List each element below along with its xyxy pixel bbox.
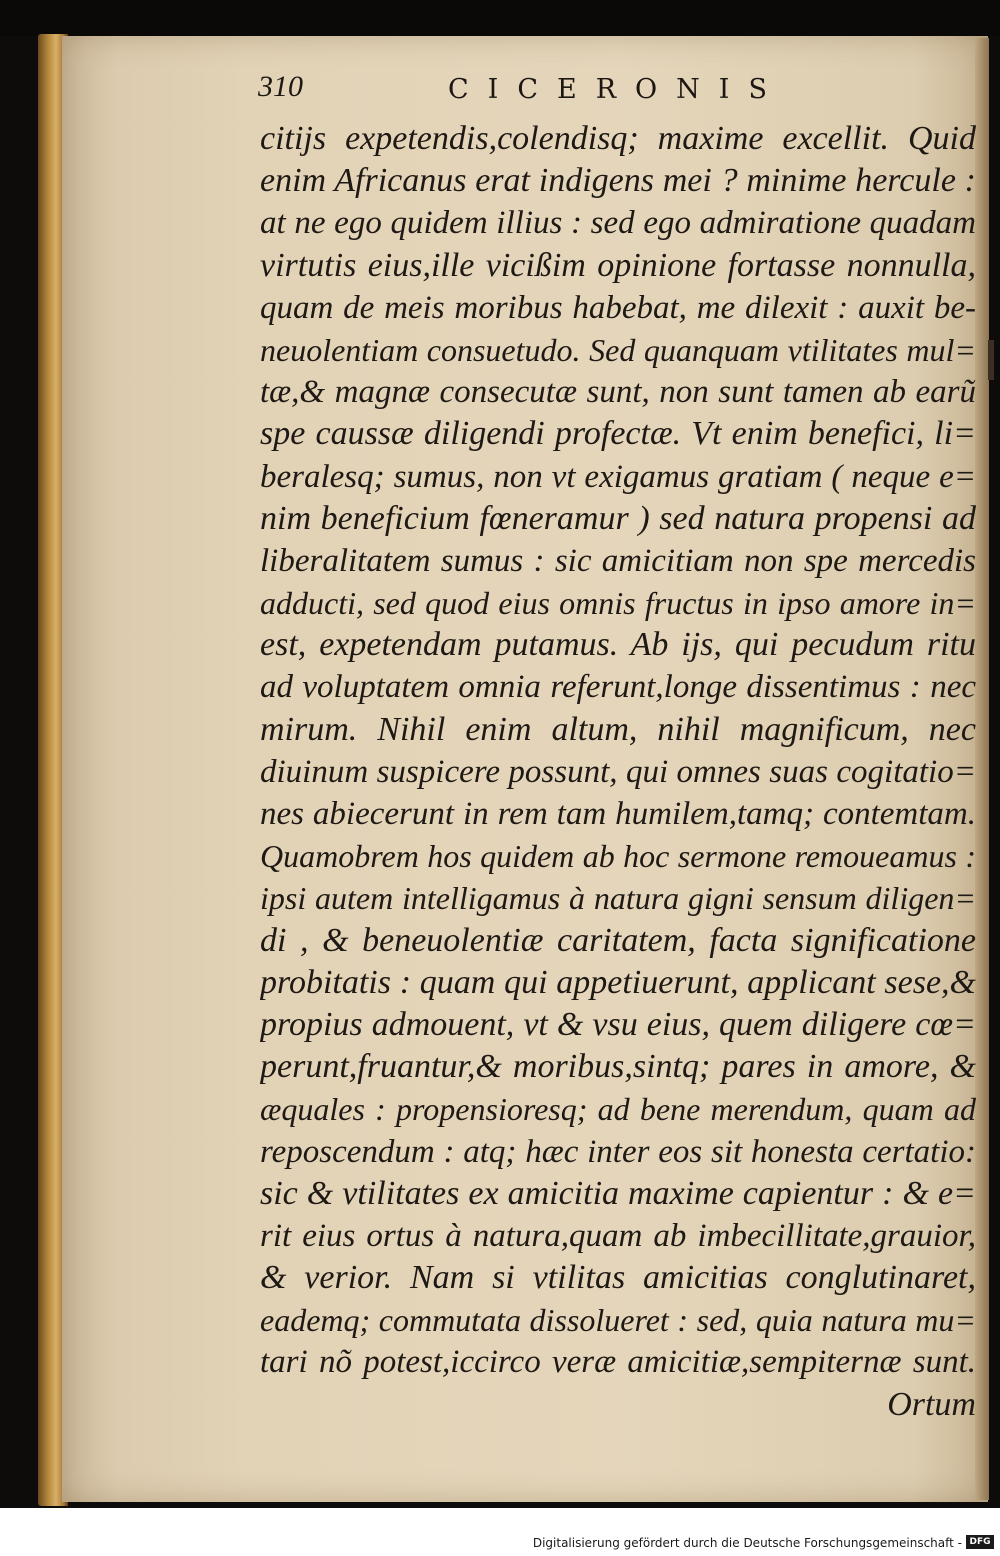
text-line: tæ,& magnæ consecutæ sunt, non sunt tamen ab earũ	[260, 374, 976, 411]
text-line: Quamobrem hos quidem ab hoc sermone remoueamus :	[260, 838, 976, 875]
text-line: liberalitatem sumus : sic amicitiam non spe mercedis	[260, 542, 976, 579]
text-line: eademq; commutata dissolueret : sed, quia natura mu=	[260, 1302, 976, 1339]
dfg-logo: DFG	[966, 1535, 994, 1549]
running-title: CICERONIS	[448, 74, 786, 105]
text-line: citijs expetendis,colendisq; maxime excellit. Quid	[260, 120, 976, 157]
text-line: rit eius ortus à natura,quam ab imbecillitate,grauior,	[260, 1217, 976, 1254]
text-line: & verior. Nam si vtilitas amicitias conglutinaret,	[260, 1259, 976, 1297]
text-line: di , & beneuolentiæ caritatem, facta significatione	[260, 921, 976, 959]
text-line: at ne ego quidem illius : sed ego admiratione quadam	[260, 205, 976, 242]
text-line: mirum. Nihil enim altum, nihil magnificum, nec	[260, 710, 976, 748]
text-line: spe caussæ diligendi profectæ. Vt enim benefici, li=	[260, 415, 976, 453]
text-line: sic & vtilitates ex amicitia maxime capientur : & e=	[260, 1174, 976, 1212]
margin-mark	[988, 340, 994, 380]
page-number: 310	[258, 70, 303, 103]
text-line: adducti, sed quod eius omnis fructus in ipso amore in=	[260, 585, 976, 622]
text-line: æquales : propensioresq; ad bene merendum, quam ad	[260, 1091, 976, 1128]
text-line: beralesq; sumus, non vt exigamus gratiam ( neque e=	[260, 458, 976, 495]
text-line: propius admouent, vt & vsu eius, quem diligere cœ=	[260, 1005, 976, 1043]
text-line: neuolentiam consuetudo. Sed quanquam vtilitates mul=	[260, 331, 976, 368]
scan-background	[0, 0, 1000, 36]
text-line: ad voluptatem omnia referunt,longe dissentimus : nec	[260, 669, 976, 706]
text-line: ipsi autem intelligamus à natura gigni sensum diligen=	[260, 880, 976, 917]
funding-credit: Digitalisierung gefördert durch die Deutsche Forschungsgemeinschaft -	[532, 1536, 962, 1550]
text-line: nes abiecerunt in rem tam humilem,tamq; contemtam.	[260, 796, 976, 832]
text-line: diuinum suspicere possunt, qui omnes suas cogitatio=	[260, 753, 976, 790]
body-text	[260, 118, 976, 1426]
text-line: nim beneficium fœneramur ) sed natura propensi ad	[260, 499, 976, 537]
text-line: reposcendum : atq; hæc inter eos sit honesta certatio:	[260, 1133, 976, 1170]
text-line: quam de meis moribus habebat, me dilexit : auxit be-	[260, 289, 976, 326]
text-line: virtutis eius,ille vicißim opinione fortasse nonnulla,	[260, 246, 976, 284]
text-line: perunt,fruantur,& moribus,sintq; pares in amore, &	[260, 1048, 976, 1086]
text-line: enim Africanus erat indigens mei ? minime hercule :	[260, 162, 976, 200]
catchword: Ortum	[887, 1385, 976, 1423]
text-line: est, expetendam putamus. Ab ijs, qui pecudum ritu	[260, 626, 976, 664]
running-head	[258, 70, 818, 110]
page-edge	[975, 38, 989, 1500]
text-line: tari nõ potest,iccirco veræ amicitiæ,sempiternæ sunt.	[260, 1344, 976, 1381]
text-line: probitatis : quam qui appetiuerunt, applicant sese,&	[260, 963, 976, 1001]
